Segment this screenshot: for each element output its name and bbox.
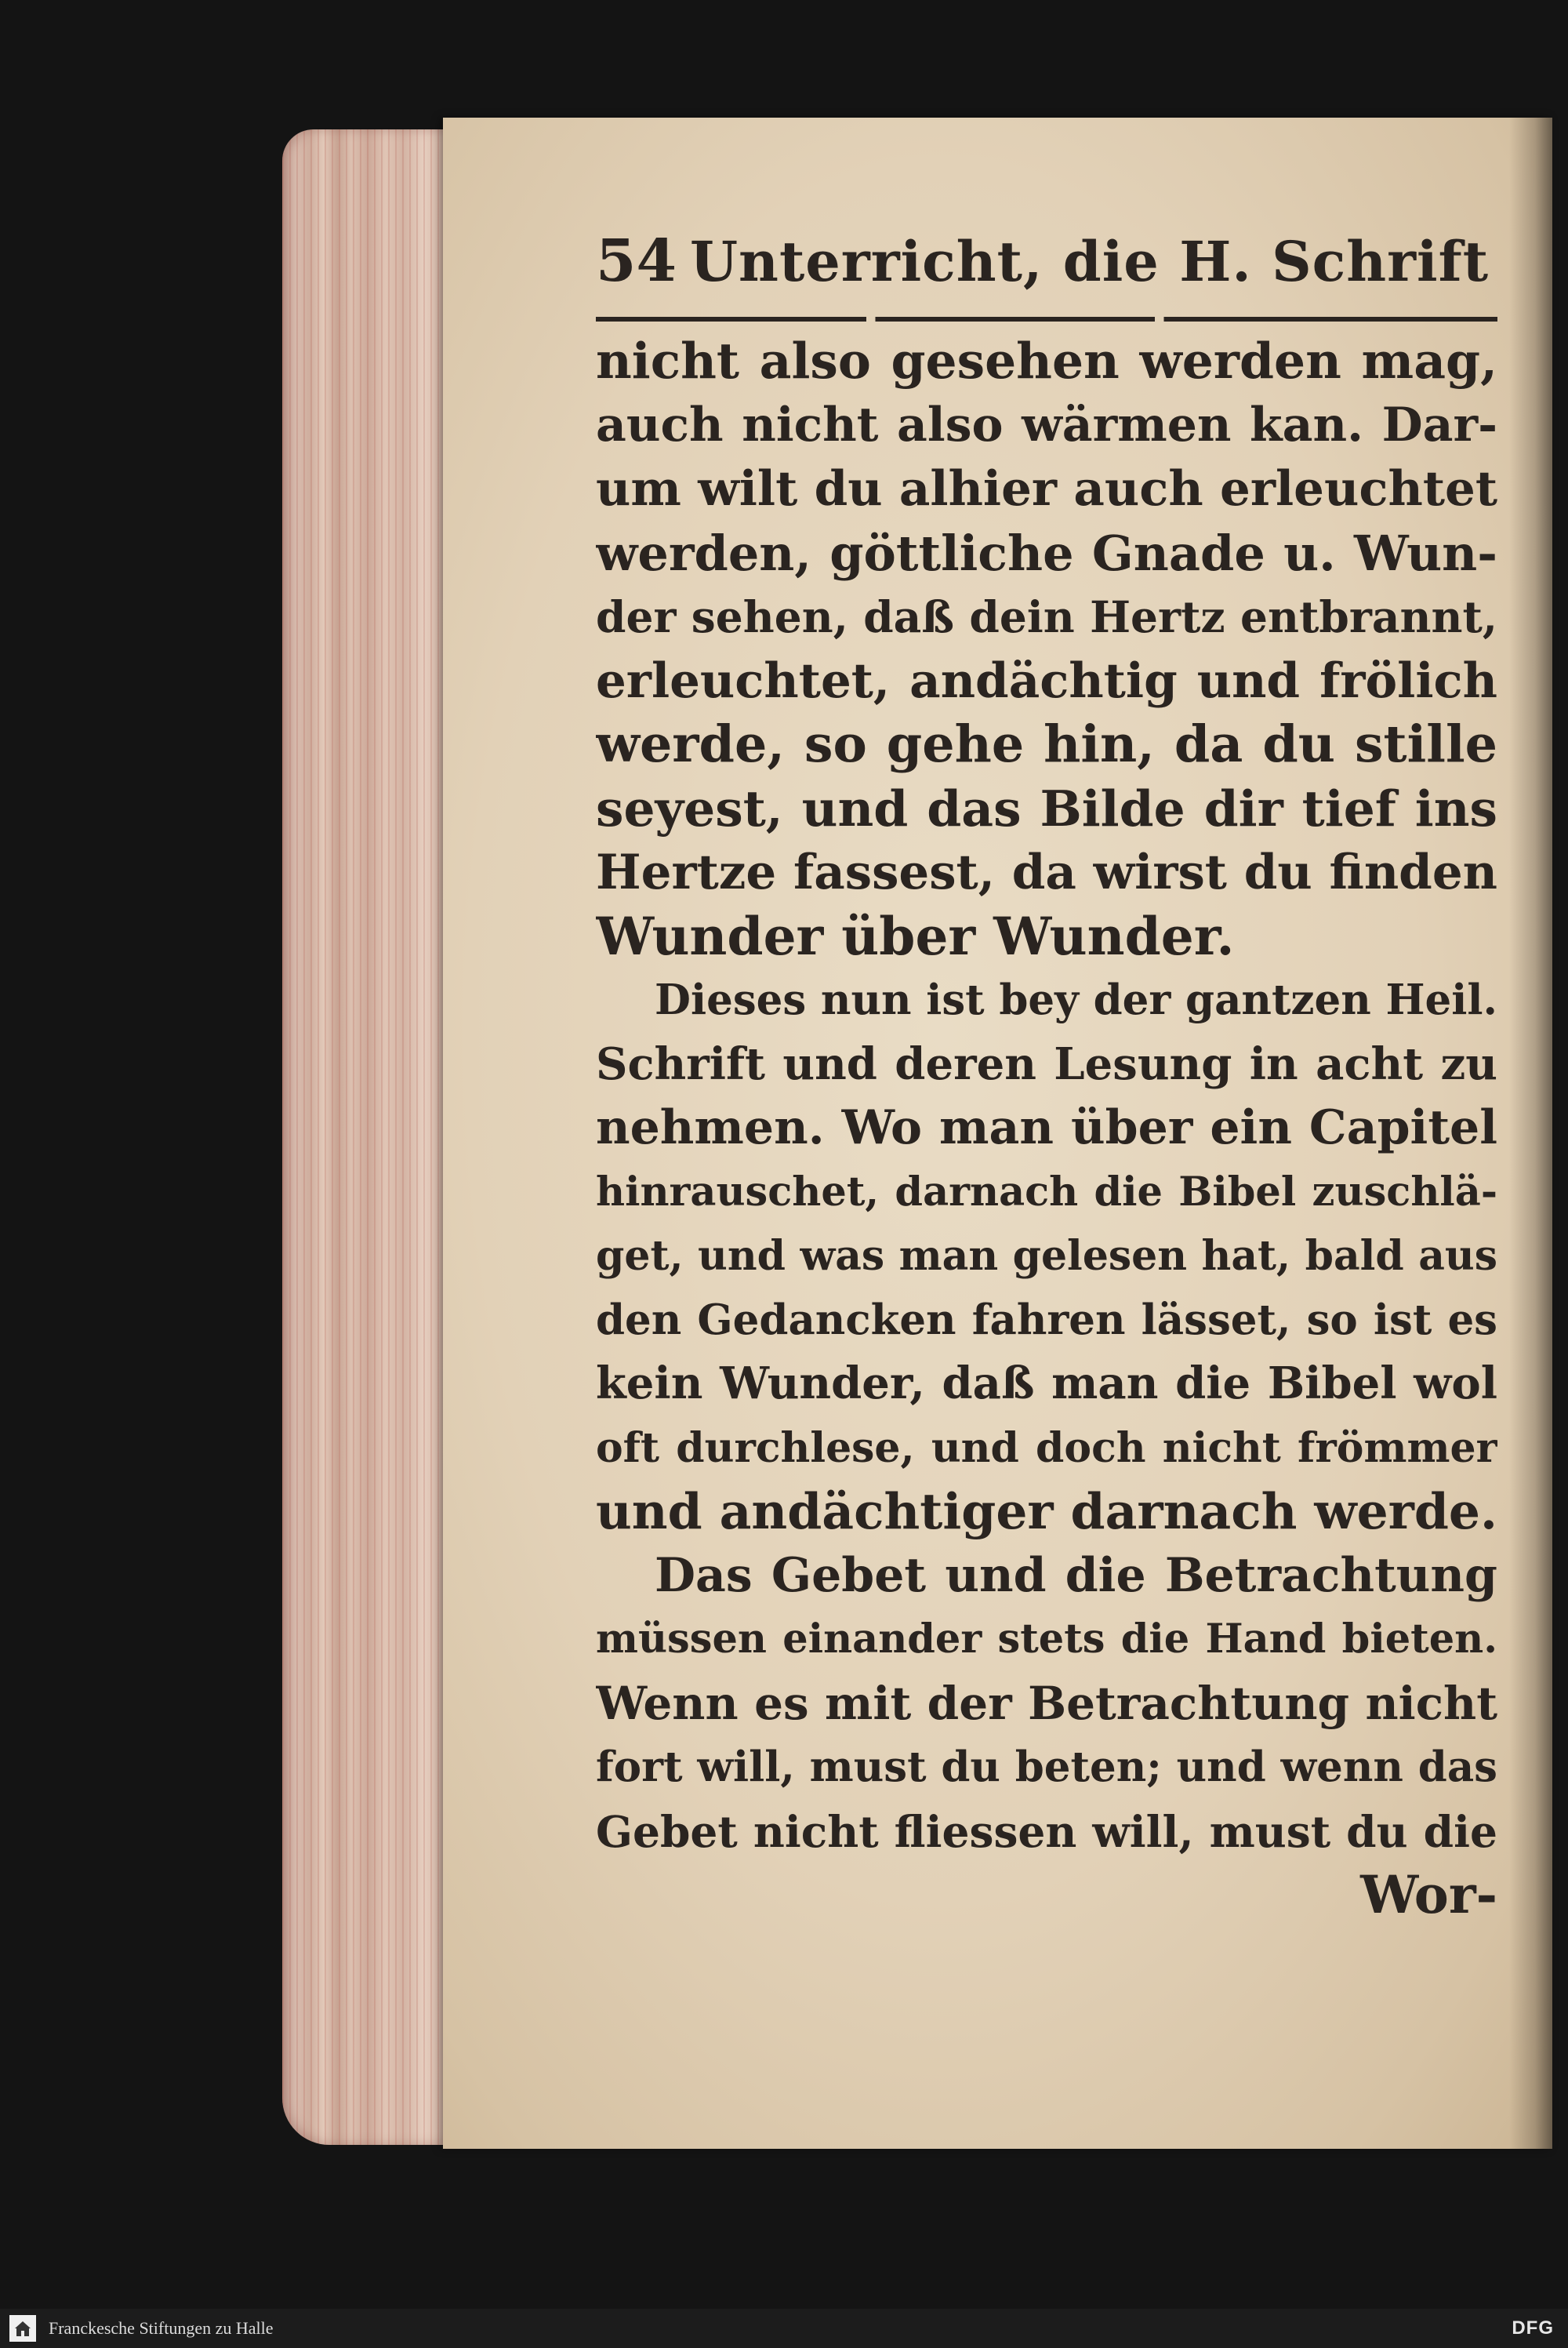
text-line: werden, göttliche Gnade u. Wun- [596, 524, 1497, 582]
footer-bar [0, 2309, 1568, 2348]
head-rule [596, 317, 1497, 322]
catchword: Wor- [1360, 1864, 1497, 1925]
text-line: Wenn es mit der Betrachtung nicht [596, 1676, 1497, 1730]
gutter-shadow [1509, 118, 1552, 2149]
page-number: 54 [596, 227, 677, 295]
text-line: Schrift und deren Lesung in acht zu [596, 1038, 1497, 1090]
text-line: seyest, und das Bilde dir tief ins [596, 779, 1497, 838]
text-line: den Gedancken fahren lässet, so ist es [596, 1295, 1497, 1344]
text-line: fort will, must du beten; und wenn das [596, 1743, 1497, 1791]
text-line: nehmen. Wo man über ein Capitel [596, 1100, 1497, 1155]
text-line: Wunder über Wunder. [596, 905, 1235, 967]
running-title: Unterricht, die H. Schrift [690, 229, 1490, 294]
text-line: der sehen, daß dein Hertz entbrannt, [596, 591, 1497, 642]
text-line: um wilt du alhier auch erleuchtet [596, 461, 1497, 517]
text-line: erleuchtet, andächtig und frölich [596, 652, 1497, 709]
institution-logo-icon [9, 2315, 36, 2342]
text-line: nicht also gesehen werden mag, [596, 332, 1497, 390]
text-line: und andächtiger darnach werde. [596, 1482, 1497, 1540]
page-stack-texture [282, 129, 455, 2145]
text-line: Das Gebet und die Betrachtung [655, 1547, 1497, 1603]
institution-name: Franckesche Stiftungen zu Halle [49, 2318, 274, 2338]
text-line: Dieses nun ist bey der gantzen Heil. [655, 976, 1497, 1024]
book-page [443, 118, 1552, 2149]
text-line: Hertze fassest, da wirst du finden [596, 845, 1497, 900]
dfg-logo: DFG [1512, 2317, 1554, 2339]
text-line: Gebet nicht fliessen will, must du die [596, 1805, 1497, 1857]
text-block [596, 227, 1505, 1928]
text-line: kein Wunder, daß man die Bibel wol [596, 1358, 1497, 1409]
text-line: müssen einander stets die Hand bieten. [596, 1616, 1497, 1663]
text-line: oft durchlese, und doch nicht frömmer [596, 1423, 1497, 1472]
text-line: get, und was man gelesen hat, bald aus [596, 1232, 1497, 1280]
text-line: hinrauschet, darnach die Bibel zuschlä- [596, 1168, 1497, 1216]
text-line: auch nicht also wärmen kan. Dar- [596, 397, 1497, 453]
book-fore-edge [282, 129, 455, 2145]
running-head [596, 227, 1505, 312]
text-line: werde, so gehe hin, da du stille [596, 714, 1497, 774]
